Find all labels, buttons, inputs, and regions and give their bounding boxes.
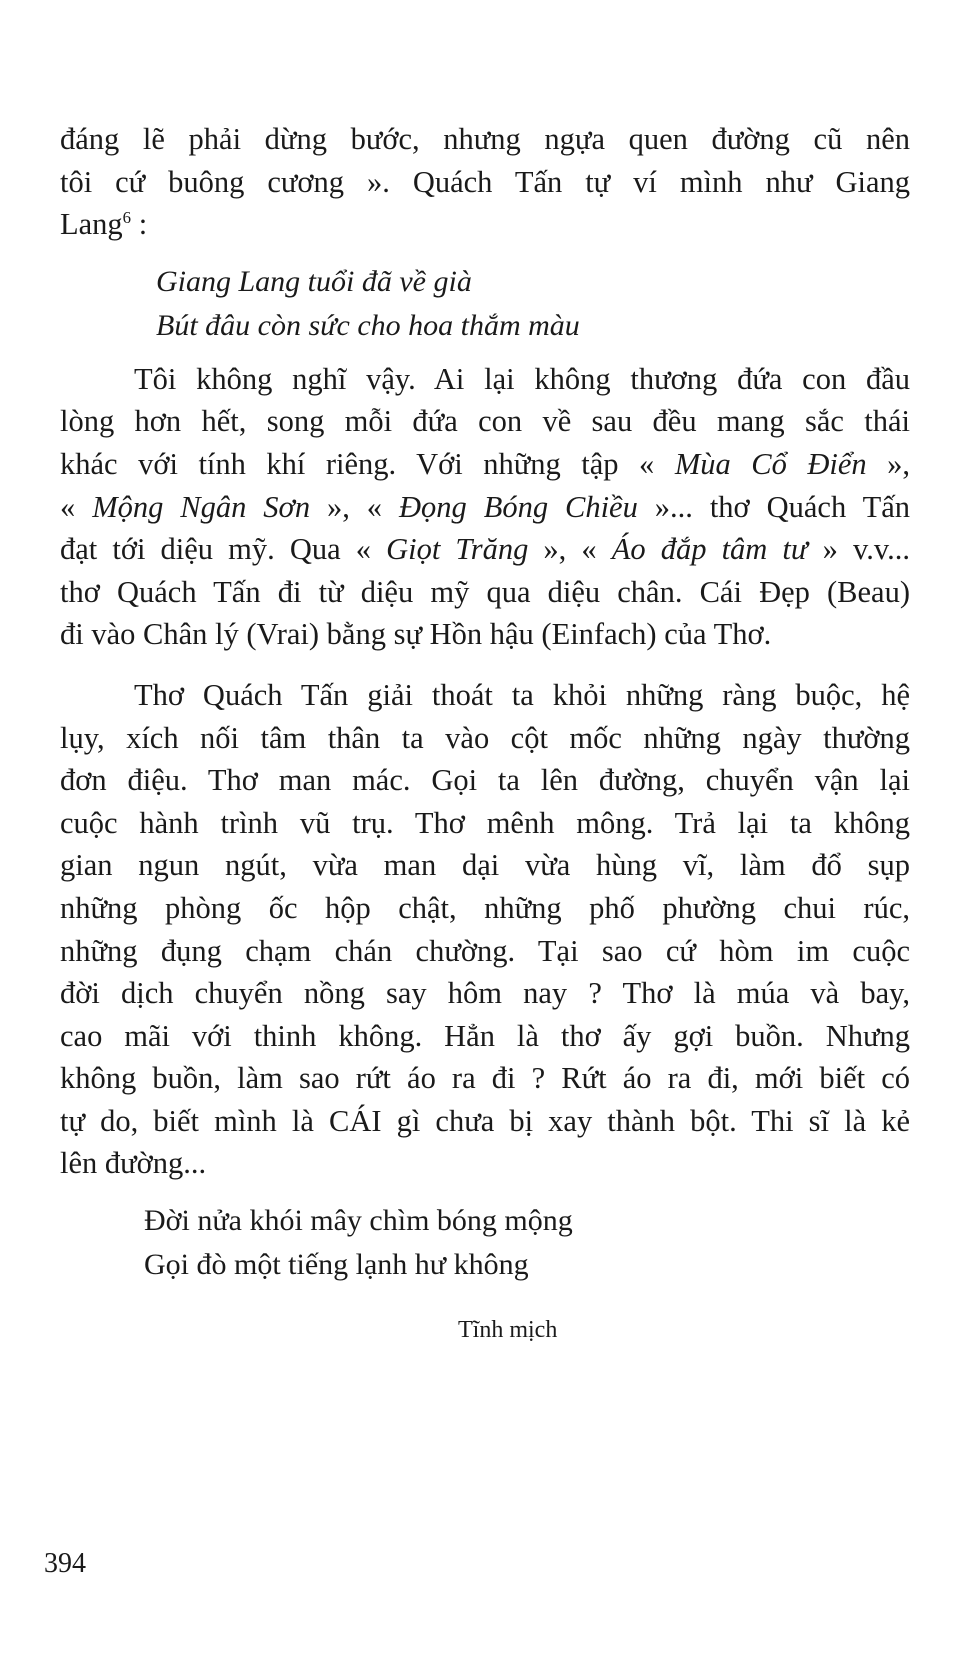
paragraph-2-line-6: thơ Quách Tấn đi từ diệu mỹ qua diệu chân. Cái Đẹp (Beau): [60, 574, 910, 609]
paragraph-1-line-2: tôi cứ buông cương ». Quách Tấn tự ví mình như Giang: [60, 164, 910, 199]
verse-2-line-1: Đời nửa khói mây chìm bóng mộng: [144, 1204, 573, 1238]
text-run: »... thơ Quách Tấn: [637, 489, 911, 524]
verse-1-line-1: Giang Lang tuổi đã về già: [156, 264, 472, 298]
collection-title: Áo đắp tâm tư: [611, 532, 808, 567]
text-run: », «: [310, 489, 399, 524]
verse-2-line-2: Gọi đò một tiếng lạnh hư không: [144, 1248, 529, 1282]
verse-1: [60, 260, 910, 348]
paragraph-2-line-3: [60, 443, 910, 486]
paragraph-3-line-10: không buồn, làm sao rứt áo ra đi ? Rứt áo ra đi, mới biết có: [60, 1061, 910, 1096]
text-run: khác với tính khí riêng. Với những tập «: [60, 446, 675, 481]
paragraph-3-line-6: những phòng ốc hộp chật, những phố phường chui rúc,: [60, 890, 910, 925]
paragraph-3-line-12: lên đường...: [60, 1146, 207, 1181]
paragraph-1-line-3: [60, 203, 910, 246]
text-run: », «: [528, 532, 612, 567]
paragraph-2-line-7: đi vào Chân lý (Vrai) bằng sự Hồn hậu (Einfach) của Thơ.: [60, 617, 772, 652]
collection-title: Mộng Ngân Sơn: [92, 489, 311, 524]
page-body: [60, 118, 910, 1287]
paragraph-1-line-1: đáng lẽ phải dừng bước, nhưng ngựa quen đường cũ nên: [60, 122, 910, 156]
paragraph-3-line-9: cao mãi với thinh không. Hẳn là thơ ấy gợi buồn. Nhưng: [60, 1018, 910, 1053]
collection-title: Giọt Trăng: [386, 532, 529, 567]
collection-title: Mùa Cổ Điển: [674, 446, 867, 481]
footnote-marker: 6: [122, 208, 132, 228]
paragraph-2-line-4: [60, 486, 910, 529]
paragraph-2-line-1: Tôi không nghĩ vậy. Ai lại không thương đứa con đầu: [134, 361, 910, 396]
page-number: 394: [44, 1548, 86, 1579]
collection-title: Đọng Bóng Chiều: [398, 489, 638, 524]
text-run: đạt tới diệu mỹ. Qua «: [60, 532, 387, 567]
paragraph-3-line-8: đời dịch chuyển nồng say hôm nay ? Thơ là múa và bay,: [60, 976, 910, 1011]
paragraph-3: [60, 674, 910, 1185]
paragraph-2-line-5: [60, 528, 910, 571]
paragraph-3-line-11: tự do, biết mình là CÁI gì chưa bị xay thành bột. Thi sĩ là kẻ: [60, 1103, 910, 1138]
paragraph-3-line-3: đơn điệu. Thơ man mác. Gọi ta lên đường, chuyển vận lại: [60, 763, 910, 798]
paragraph-1-text: Lang: [60, 207, 123, 242]
paragraph-2-line-2: lòng hơn hết, song mỗi đứa con về sau đều mang sắc thái: [60, 404, 910, 439]
text-run: » v.v...: [807, 532, 911, 567]
paragraph-3-line-4: cuộc hành trình vũ trụ. Thơ mênh mông. Trả lại ta không: [60, 805, 910, 840]
verse-1-line-2: Bút đâu còn sức cho hoa thắm màu: [156, 308, 580, 342]
text-run: «: [60, 489, 93, 524]
paragraph-1: [60, 118, 910, 246]
poem-title-signature: Tĩnh mịch: [458, 1317, 558, 1343]
paragraph-3-line-2: lụy, xích nối tâm thân ta vào cột mốc những ngày thường: [60, 720, 910, 755]
paragraph-3-line-7: những đụng chạm chán chường. Tại sao cứ hòm im cuộc: [60, 933, 910, 968]
paragraph-1-colon: :: [131, 207, 148, 242]
paragraph-3-line-1: Thơ Quách Tấn giải thoát ta khỏi những ràng buộc, hệ: [134, 677, 910, 712]
paragraph-3-line-5: gian ngun ngút, vừa man dại vừa hùng vĩ, làm đổ sụp: [60, 848, 910, 883]
verse-2: [60, 1199, 910, 1287]
text-run: »,: [866, 446, 911, 481]
paragraph-2: [60, 358, 910, 656]
